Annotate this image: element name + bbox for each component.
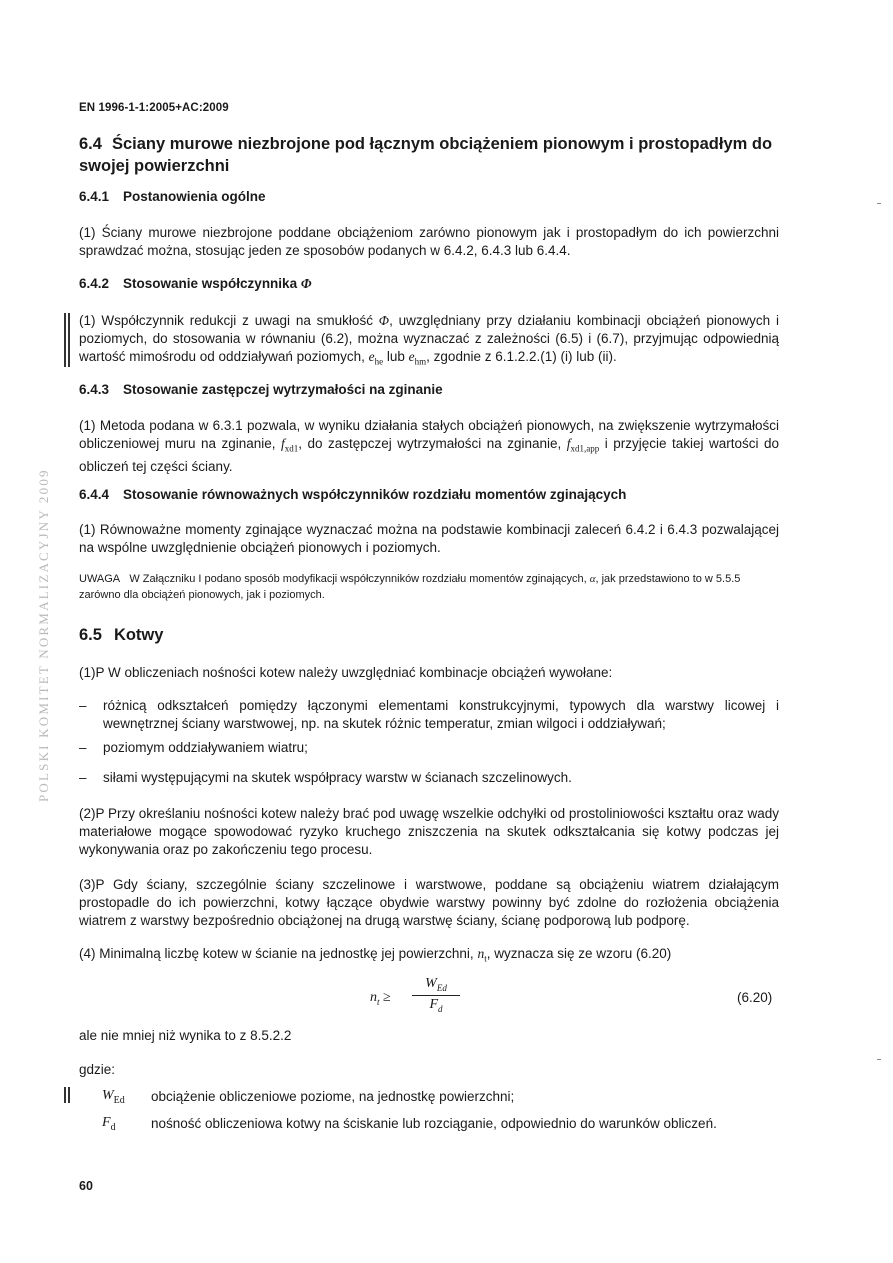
bullet-dash: –	[79, 770, 87, 785]
formula-relation: ≥	[383, 990, 391, 1005]
symbol-letter: e	[368, 349, 375, 364]
text-run: , uwzględniany przy działaniu kombinacji obciążeń pionowych i poziomych, do stosowania w równaniu (6.2), można wyznaczać z zależności (6.5) i (6.7), przyjmując odpowiednią wartość mimośrodu od oddziaływań poziomych,	[79, 313, 779, 364]
symbol-letter: f	[566, 436, 571, 451]
list-item	[79, 739, 779, 757]
subsection-title: Postanowienia ogólne	[123, 189, 266, 204]
page-number: 60	[79, 1179, 93, 1193]
formula-subscript: t	[377, 996, 380, 1007]
symbol-subscript: t	[484, 953, 487, 964]
equation-number: (6.20)	[737, 990, 773, 1005]
formula-lhs	[370, 990, 391, 1007]
formula-denominator	[412, 997, 460, 1014]
symbol-letter: n	[477, 946, 485, 961]
subsection-number: 6.4.2	[79, 276, 110, 291]
section-number: 6.5	[79, 626, 102, 644]
note-label: UWAGA	[79, 573, 121, 585]
formula-subscript: Ed	[436, 982, 447, 993]
nt-symbol	[477, 946, 487, 964]
scan-artifact	[877, 203, 881, 204]
formula-subscript: d	[438, 1003, 443, 1014]
symbol-subscript: d	[110, 1121, 116, 1133]
fraction-line	[412, 995, 460, 996]
definition-text: nośność obliczeniowa kotwy na ściskanie lub rozciąganie, odpowiednio do warunków obliczeń.	[151, 1116, 717, 1131]
subsection-title: Stosowanie zastępczej wytrzymałości na zginanie	[123, 382, 443, 397]
paragraph-6-5-3: (3)P Gdy ściany, szczególnie ściany szczelinowe i warstwowe, poddane są obciążeniu wiatrem działającym prostopadle do ich powierzchni, kotwy łączące obydwie warstwy powinny być zdolne do rozłożenia obciążenia wiatrem z warstwy bezpośrednio obciążonej na drugą warstwę ściany, ścianę podporową lub podporę.	[79, 877, 779, 928]
paragraph-6-4-4-1: (1) Równoważne momenty zginające wyznaczać można na podstawie kombinacji zaleceń 6.4.2 i 6.4.3 pozwalającej na wspólne uwzględnienie obciążeń pionowych i poziomych.	[79, 522, 779, 555]
subsection-title: Stosowanie równoważnych współczynników rozdziału momentów zginających	[123, 487, 627, 502]
definition-symbol	[102, 1088, 125, 1106]
formula-numerator	[412, 976, 460, 994]
list-item-text: poziomym oddziaływaniem wiatru;	[103, 740, 308, 755]
section-number: 6.4	[79, 135, 102, 153]
subsection-number: 6.4.3	[79, 382, 110, 397]
change-bar	[68, 313, 70, 367]
phi-symbol: Φ	[300, 276, 312, 291]
formula-fraction	[412, 976, 460, 1014]
subsection-title: Stosowanie współczynnika	[123, 276, 298, 291]
paragraph-6-4-3-1	[79, 417, 779, 476]
paragraph-6-5-1: (1)P W obliczeniach nośności kotew należy uwzględniać kombinacje obciążeń wywołane:	[79, 665, 613, 680]
note-6-4-4	[79, 571, 779, 603]
list-item	[79, 697, 779, 733]
section-title: Kotwy	[113, 626, 164, 644]
paragraph-6-5-2: (2)P Przy określaniu nośności kotew należy brać pod uwagę wszelkie odchyłki od prostoliniowości kształtu oraz wady materiałowe mogące spowodować ryzyko kruchego zniszczenia na skutek odkształcania się kotwy podczas jej wykonywania oraz po zakończeniu tego procesu.	[79, 806, 779, 857]
text-run: , wyznacza się ze wzoru (6.20)	[486, 946, 672, 961]
text-run: i przyjęcie takiej wartości do obliczeń tej części ściany.	[79, 436, 779, 474]
symbol-letter: W	[102, 1088, 114, 1103]
symbol-letter: f	[281, 436, 285, 451]
symbol-subscript: Ed	[113, 1094, 125, 1106]
symbol-letter: e	[408, 349, 415, 364]
symbol-subscript: hm	[414, 356, 427, 367]
where-label: gdzie:	[79, 1062, 116, 1077]
paragraph-6-5-4	[79, 945, 779, 968]
phi-symbol: Φ	[378, 313, 390, 328]
symbol-subscript: xd1,app	[570, 443, 600, 454]
definition-symbol	[102, 1115, 116, 1133]
text-run: W Załączniku I podano sposób modyfikacji współczynników rozdziału momentów zginających,	[129, 573, 590, 585]
watermark: POLSKI KOMITET NORMALIZACYJNY 2009	[36, 468, 51, 802]
list-item	[79, 769, 779, 787]
scan-artifact	[877, 1059, 881, 1060]
subsection-heading-6-4-4	[79, 487, 626, 502]
ehm-symbol	[408, 349, 427, 367]
symbol-subscript: he	[374, 356, 384, 367]
document-header: EN 1996-1-1:2005+AC:2009	[79, 102, 229, 114]
fxd1-symbol	[281, 436, 299, 454]
change-bar	[64, 1087, 66, 1103]
symbol-subscript: xd1	[284, 443, 299, 454]
text-run: , do zastępczej wytrzymałości na zginanie,	[298, 436, 567, 451]
paragraph-6-4-2-1	[79, 312, 779, 371]
text-run: (1) Współczynnik redukcji z uwagi na smukłość	[79, 313, 379, 328]
text-run: , zgodnie z 6.1.2.2.(1) (i) lub (ii).	[426, 349, 617, 364]
paragraph-after-formula: ale nie mniej niż wynika to z 8.5.2.2	[79, 1028, 292, 1043]
list-item-text: siłami występującymi na skutek współpracy warstw w ścianach szczelinowych.	[103, 770, 572, 785]
subsection-heading-6-4-3	[79, 382, 443, 397]
change-bar	[64, 313, 66, 367]
bullet-dash: –	[79, 698, 87, 713]
section-heading-6-4	[79, 133, 799, 177]
bullet-dash: –	[79, 740, 87, 755]
formula-letter: W	[425, 976, 437, 991]
ehe-symbol	[368, 349, 384, 367]
subsection-heading-6-4-2	[79, 276, 312, 292]
text-run: (1) Metoda podana w 6.3.1 pozwala, w wyniku działania stałych obciążeń pionowych, na zwiększenie wytrzymałości obliczeniowej muru na zginanie,	[79, 418, 779, 451]
formula-letter: F	[429, 997, 439, 1012]
section-heading-6-5	[79, 626, 163, 645]
paragraph-6-4-1-1: (1) Ściany murowe niezbrojone poddane obciążeniom zarówno pionowym jak i prostopadłym do ich powierzchni sprawdzać można, stosując jeden ze sposobów podanych w 6.4.2, 6.4.3 lub 6.4.4.	[79, 225, 779, 258]
section-title: Ściany murowe niezbrojone pod łącznym obciążeniem pionowym i prostopadłym do swojej powierzchni	[79, 135, 773, 175]
text-run: , jak przedstawiono to w 5.5.5 zarówno dla obciążeń pionowych, jak i poziomych.	[79, 573, 741, 601]
text-run: (4) Minimalną liczbę kotew w ścianie na jednostkę jej powierzchni,	[79, 946, 478, 961]
change-bar	[68, 1087, 70, 1103]
fxd1app-symbol	[566, 436, 600, 454]
alpha-symbol: α	[589, 573, 596, 585]
symbol-letter: F	[102, 1115, 111, 1130]
text-run: lub	[383, 349, 409, 364]
list-item-text: różnicą odkształceń pomiędzy łączonymi elementami konstrukcyjnymi, typowych dla warstwy licowej i wewnętrznej ściany warstwowej, np. na skutek różnic temperatur, zmian wilgoci i oddziaływań;	[103, 698, 779, 731]
formula-letter: n	[370, 990, 377, 1005]
subsection-heading-6-4-1	[79, 189, 266, 204]
subsection-number: 6.4.4	[79, 487, 110, 502]
definition-text: obciążenie obliczeniowe poziome, na jednostkę powierzchni;	[151, 1089, 515, 1104]
subsection-number: 6.4.1	[79, 189, 110, 204]
